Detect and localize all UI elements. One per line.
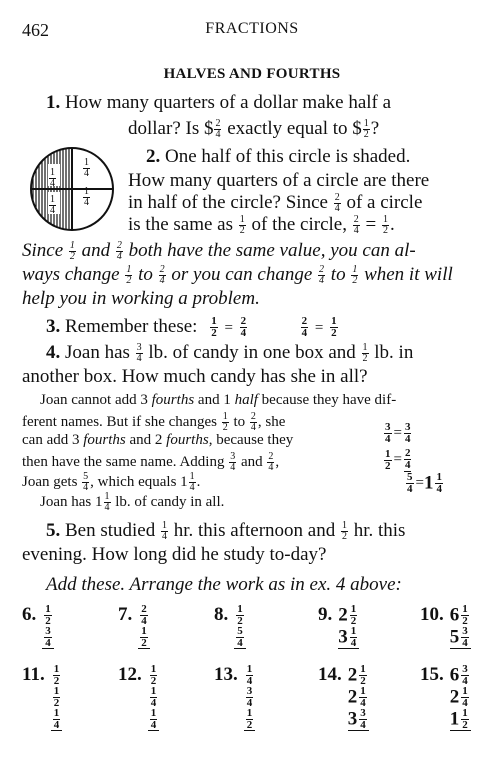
addend-stack: [42, 604, 54, 649]
text: exactly equal to $: [222, 118, 362, 139]
addend: $\frac{1}{2}$: [237, 603, 243, 627]
problem-1-line-2: [128, 118, 379, 140]
circle-quarter-label: $\frac{1}{4}$: [84, 186, 89, 208]
text: How many quarters of a dollar make half a: [65, 92, 392, 113]
exercise-13: [214, 664, 255, 731]
exercise-6: [22, 604, 54, 649]
explanation-line-6: Joan has 1 $\frac{1}{4}$ lb. of candy in all.: [40, 491, 225, 513]
worked-equation-1: $\frac{3}{4}$ = $\frac{3}{4}$: [385, 421, 411, 445]
exercise-9: [318, 604, 359, 649]
fraction-1-2: $\frac{1}{2}$: [362, 342, 368, 365]
addend: 3 $\frac{3}{4}$: [348, 708, 369, 731]
exercise-label: 7.: [118, 604, 133, 625]
text: when it will: [359, 264, 453, 285]
addend: 1 $\frac{1}{2}$: [450, 708, 471, 731]
text: of the circle,: [246, 214, 352, 235]
fraction-2-4: $\frac{2}{4}$: [159, 264, 165, 287]
addend: 6 $\frac{1}{2}$: [449, 603, 468, 627]
addend: $\frac{2}{4}$: [141, 603, 147, 627]
addend-stack: [450, 664, 471, 731]
addend: $\frac{1}{4}$: [246, 663, 253, 687]
fraction-2-4: $\frac{2}{4}$: [240, 315, 247, 340]
addend-stack: [138, 604, 150, 649]
exercise-15: [420, 664, 471, 731]
exercise-label: 6.: [22, 604, 37, 625]
problem-number: 4.: [46, 342, 61, 363]
addend-stack: [450, 604, 471, 649]
exercise-label: 9.: [318, 604, 333, 625]
addend: $\frac{3}{4}$: [246, 685, 253, 709]
page-number: 462: [22, 20, 49, 40]
addend: 5 $\frac{3}{4}$: [450, 626, 471, 649]
text: or you can change: [166, 264, 318, 285]
text: hr. this afternoon and: [169, 520, 340, 541]
circle-quarter-label: $\frac{1}{4}$: [50, 194, 55, 216]
exercise-12: [118, 664, 159, 731]
addend: 2 $\frac{1}{4}$: [347, 685, 366, 709]
circle-quarter-label: $\frac{1}{4}$: [50, 167, 55, 189]
rule-line-2: [22, 264, 453, 286]
shaded-circle-figure: [20, 146, 124, 232]
problem-2-line-3: [128, 192, 422, 214]
addend: $\frac{1}{2}$: [45, 603, 51, 627]
text: Remember these:: [65, 316, 198, 337]
fraction-1-2: $\frac{1}{2}$: [211, 315, 217, 340]
addend-stack: [148, 664, 160, 731]
exercise-label: 15.: [420, 664, 444, 685]
addend-stack: [338, 604, 359, 649]
problem-1-line-1: [46, 92, 391, 114]
rule-line-1: [22, 240, 416, 262]
explanation-line-1: Joan cannot add 3 fourths and 1 half because they have dif-: [40, 392, 397, 408]
explanation-line-3: can add 3 fourths and 2 fourths, because they: [22, 432, 294, 448]
text: in half of the circle? Since: [128, 192, 333, 213]
fraction-2-4: $\frac{2}{4}$: [353, 214, 359, 237]
text: Joan has: [65, 342, 135, 363]
exercise-instruction: Add these. Arrange the work as in ex. 4 above:: [46, 574, 402, 595]
addend: $\frac{1}{2}$: [150, 663, 157, 687]
fraction-1-2: $\frac{1}{2}$: [352, 264, 358, 287]
problem-4-line-1: [46, 342, 413, 364]
fraction-2-4: $\frac{2}{4}$: [116, 240, 122, 263]
section-title: HALVES AND FOURTHS: [163, 66, 341, 82]
addend: $\frac{5}{4}$: [234, 626, 246, 649]
fraction-3-4: $\frac{3}{4}$: [136, 342, 142, 365]
text: hr. this: [348, 520, 406, 541]
text: dollar? Is $: [128, 118, 214, 139]
fraction-2-4: $\frac{2}{4}$: [301, 315, 308, 340]
fraction-2-4: $\frac{2}{4}$: [334, 192, 340, 215]
text: =: [360, 214, 381, 235]
explanation-line-5: Joan gets $\frac{5}{4}$ , which equals 1 $\frac{1}{4}$ .: [22, 471, 201, 493]
rule-line-3: help you in working a problem.: [22, 288, 260, 309]
exercise-label: 12.: [118, 664, 142, 685]
exercise-14: [318, 664, 369, 731]
addend: $\frac{1}{2}$: [53, 663, 60, 687]
addend-stack: [244, 664, 256, 731]
exercise-7: [118, 604, 150, 649]
fraction-1-2: $\frac{1}{2}$: [239, 214, 245, 237]
addend: $\frac{1}{2}$: [244, 708, 256, 731]
problem-2-line-1: [146, 146, 410, 168]
exercise-11: [22, 664, 62, 731]
addend: 2 $\frac{1}{2}$: [338, 603, 357, 627]
addend: $\frac{1}{4}$: [51, 708, 63, 731]
exercise-label: 14.: [318, 664, 342, 685]
text: ways change: [22, 264, 125, 285]
addend: 2 $\frac{1}{2}$: [347, 663, 366, 687]
problem-3: [46, 316, 340, 339]
addend-stack: [348, 664, 369, 731]
fraction-1-2: $\frac{1}{2}$: [341, 520, 347, 543]
exercise-label: 8.: [214, 604, 229, 625]
text: Since: [22, 240, 68, 261]
text: ?: [370, 118, 380, 139]
problem-number: 1.: [46, 92, 61, 113]
text: lb. of candy in one box and: [143, 342, 361, 363]
exercise-label: 11.: [22, 664, 45, 685]
text: both have the same value, you can al-: [123, 240, 416, 261]
equals-sign: =: [314, 320, 324, 336]
text: lb. in: [369, 342, 414, 363]
fraction-2-4: $\frac{2}{4}$: [319, 264, 325, 287]
fraction-2-4: $\frac{2}{4}$: [215, 118, 221, 141]
worked-equation-2: $\frac{1}{2}$ = $\frac{2}{4}$: [385, 447, 411, 472]
addend-stack: [51, 664, 63, 731]
fraction-1-2: $\frac{1}{2}$: [69, 240, 75, 263]
problem-4-line-2: another box. How much candy has she in all?: [22, 366, 368, 387]
addend: $\frac{1}{2}$: [53, 685, 60, 709]
problem-2-line-4: [128, 214, 395, 236]
text: is the same as: [128, 214, 238, 235]
exercise-label: 13.: [214, 664, 238, 685]
text: .: [389, 214, 395, 235]
explanation-line-4: then have the same name. Adding $\frac{3}{4}$ and $\frac{2}{4}$ ,: [22, 451, 280, 473]
addend: $\frac{3}{4}$: [42, 626, 54, 649]
problem-5-line-1: [46, 520, 405, 542]
explanation-line-2: ferent names. But if she changes $\frac{1}{2}$ to $\frac{2}{4}$ , she: [22, 411, 286, 433]
addend: 6 $\frac{3}{4}$: [449, 663, 468, 687]
fraction-1-4: $\frac{1}{4}$: [189, 471, 195, 493]
addend: $\frac{1}{4}$: [148, 708, 160, 731]
text: Ben studied: [65, 520, 160, 541]
circle-quarter-label: $\frac{1}{4}$: [84, 157, 89, 179]
problem-2-line-2: How many quarters of a circle are there: [128, 170, 430, 191]
equals-sign: =: [224, 320, 233, 336]
running-header: FRACTIONS: [205, 20, 299, 37]
exercise-label: 10.: [420, 604, 444, 625]
problem-number: 5.: [46, 520, 61, 541]
fraction-1-4: $\frac{1}{4}$: [104, 491, 110, 513]
exercise-10: [420, 604, 471, 649]
problem-5-line-2: evening. How long did he study to-day?: [22, 544, 327, 565]
addend: $\frac{1}{2}$: [138, 626, 150, 649]
fraction-5-4: $\frac{5}{4}$: [83, 471, 89, 493]
text: to: [326, 264, 351, 285]
problem-number: 3.: [46, 316, 61, 337]
fraction-2-4: $\frac{2}{4}$: [250, 411, 256, 433]
addend: 2 $\frac{1}{4}$: [449, 685, 468, 709]
text: to: [133, 264, 158, 285]
text: and: [76, 240, 115, 261]
text: One half of this circle is shaded.: [165, 146, 411, 167]
text: of a circle: [341, 192, 423, 213]
addend: $\frac{1}{4}$: [150, 685, 157, 709]
exercise-8: [214, 604, 246, 649]
fraction-1-2: $\frac{1}{2}$: [331, 315, 337, 340]
fraction-3-4: $\frac{3}{4}$: [230, 451, 236, 473]
addend-stack: [234, 604, 246, 649]
worked-result: $\frac{5}{4}$ =1 $\frac{1}{4}$: [407, 471, 442, 495]
fraction-1-4: $\frac{1}{4}$: [162, 520, 167, 543]
fraction-1-2: $\frac{1}{2}$: [126, 264, 132, 287]
fraction-2-4: $\frac{2}{4}$: [268, 451, 274, 473]
problem-number: 2.: [146, 146, 161, 167]
fraction-1-2: $\frac{1}{2}$: [222, 411, 228, 433]
fraction-1-2: $\frac{1}{2}$: [382, 214, 388, 237]
addend: 3 $\frac{1}{4}$: [338, 626, 359, 649]
fraction-1-2: $\frac{1}{2}$: [363, 118, 369, 141]
